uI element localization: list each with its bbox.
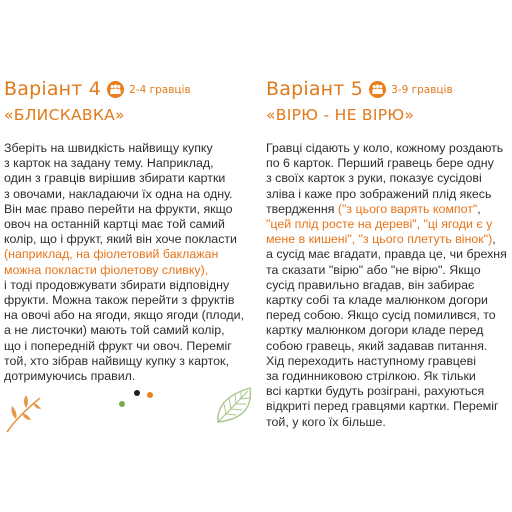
variant-5-game-name: «ВІРЮ - НЕ ВІРЮ» [266, 106, 415, 124]
text-line [266, 141, 512, 156]
text-line [266, 384, 512, 399]
text-line [266, 247, 512, 262]
green-leaf-icon [214, 384, 256, 426]
text-line [4, 156, 248, 171]
text-line [266, 354, 512, 369]
text-line [4, 217, 248, 232]
text-segment: колір, що і фрукт, який він хоче покласти [4, 232, 237, 247]
text-line [266, 415, 512, 430]
text-line [266, 308, 512, 323]
text-line [4, 308, 248, 323]
text-segment: , [492, 232, 496, 247]
text-line [266, 369, 512, 384]
highlighted-text: мене в кишені", "з цього плетуть вінок") [266, 232, 493, 247]
black-dot [134, 390, 140, 396]
text-line [4, 354, 248, 369]
text-segment: Він має право перейти на фрукти, якщо [4, 201, 233, 216]
text-segment: сусід правильно вгадав, він забирає [266, 277, 475, 292]
variant-5-players: 3-9 гравців [391, 84, 453, 96]
text-segment: а сусід має вгадати, правда це, чи брехня [266, 247, 507, 262]
text-segment: зліва і каже про зображений плід якесь [266, 186, 492, 201]
highlighted-text: "цей плід росте на дереві", "ці ягоди є у [266, 217, 493, 232]
text-line [266, 399, 512, 414]
variant-5-header [266, 74, 512, 104]
text-line [266, 263, 512, 278]
text-segment: і тоді продовжувати збирати відповідну [4, 277, 230, 292]
text-segment: один з гравців вирішив збирати картки [4, 171, 226, 186]
text-segment: що і попередній фрукт чи овоч. Переміг [4, 338, 232, 353]
text-line [4, 339, 248, 354]
variant-4-title: Варіант 4 [4, 78, 102, 100]
variant-5-title: Варіант 5 [266, 78, 364, 100]
text-line [4, 232, 248, 247]
berry-dots [118, 384, 158, 410]
text-line [4, 369, 248, 384]
text-segment: той, у кого їх більше. [266, 414, 386, 429]
variant-4-section [4, 74, 248, 384]
text-segment: та сказати "вірю" або "не вірю". Якщо [266, 262, 481, 277]
variant-4-game-name: «БЛИСКАВКА» [4, 106, 125, 124]
text-segment: , [477, 201, 481, 216]
text-segment: овоч на останній картці має той самий [4, 217, 225, 232]
orange-dot [147, 392, 153, 398]
text-segment: твердження [266, 201, 338, 216]
text-segment: по 6 карток. Перший гравець бере одну [266, 156, 494, 171]
orange-branch-icon [4, 392, 44, 434]
text-segment: всі картки будуть розіграні, рахуються [266, 384, 485, 399]
text-line [266, 293, 512, 308]
text-segment: собою гравець, який задавав питання. [266, 338, 488, 353]
text-line [266, 171, 512, 186]
text-line [266, 278, 512, 293]
text-line [266, 202, 512, 217]
text-segment: той, хто зібрав найвищу купку з карток, [4, 353, 229, 368]
variant-4-players: 2-4 гравців [129, 84, 191, 96]
text-segment: Зберіть на швидкість найвищу купку [4, 141, 213, 155]
text-line [266, 217, 512, 232]
variant-5-rules [266, 141, 512, 430]
text-line [4, 263, 248, 278]
text-segment: картку собі та кладе малюнком догори [266, 293, 488, 308]
text-segment: перед собою. Якщо сусід помилився, то [266, 308, 496, 323]
people-icon [107, 81, 124, 98]
text-line [4, 278, 248, 293]
text-line [266, 156, 512, 171]
text-segment: на овочі або на ягоди, якщо ягоди (плоди, [4, 308, 244, 323]
text-segment: дотримуючись правил. [4, 369, 136, 384]
highlighted-text: (наприклад, на фіолетовий баклажан [4, 247, 219, 262]
text-segment: відкриті перед гравцями картки. Переміг [266, 399, 499, 414]
highlighted-text: можна покласти фіолетову сливку), [4, 262, 209, 277]
text-segment: фрукти. Можна також перейти з фруктів [4, 293, 235, 308]
text-line [266, 339, 512, 354]
text-segment: за годинниковою стрілкою. Як тільки [266, 369, 476, 384]
text-line [266, 187, 512, 202]
text-line [266, 323, 512, 338]
text-segment: з карток на задану тему. Наприклад, [4, 156, 214, 171]
text-line [4, 247, 248, 262]
variant-4-header [4, 74, 248, 104]
text-line [4, 171, 248, 186]
text-segment: Гравці сідають у коло, кожному роздають [266, 141, 504, 155]
highlighted-text: ("з цього варять компот" [337, 201, 478, 216]
variant-4-rules [4, 141, 248, 384]
text-segment: а не листочки) мають той самий колір, [4, 323, 225, 338]
text-line [4, 187, 248, 202]
text-segment: з своїх карток з руки, показує сусідові [266, 171, 482, 186]
people-icon [369, 81, 386, 98]
text-segment: з овочами, накладаючи їх одна на одну. [4, 186, 233, 201]
green-dot [119, 401, 125, 407]
text-segment: картку малюнком догори кладе перед [266, 323, 484, 338]
text-line [266, 232, 512, 247]
text-line [4, 323, 248, 338]
text-segment: Хід переходить наступному гравцеві [266, 353, 476, 368]
text-line [4, 202, 248, 217]
text-line [4, 141, 248, 156]
variant-5-section [266, 74, 512, 430]
text-line [4, 293, 248, 308]
